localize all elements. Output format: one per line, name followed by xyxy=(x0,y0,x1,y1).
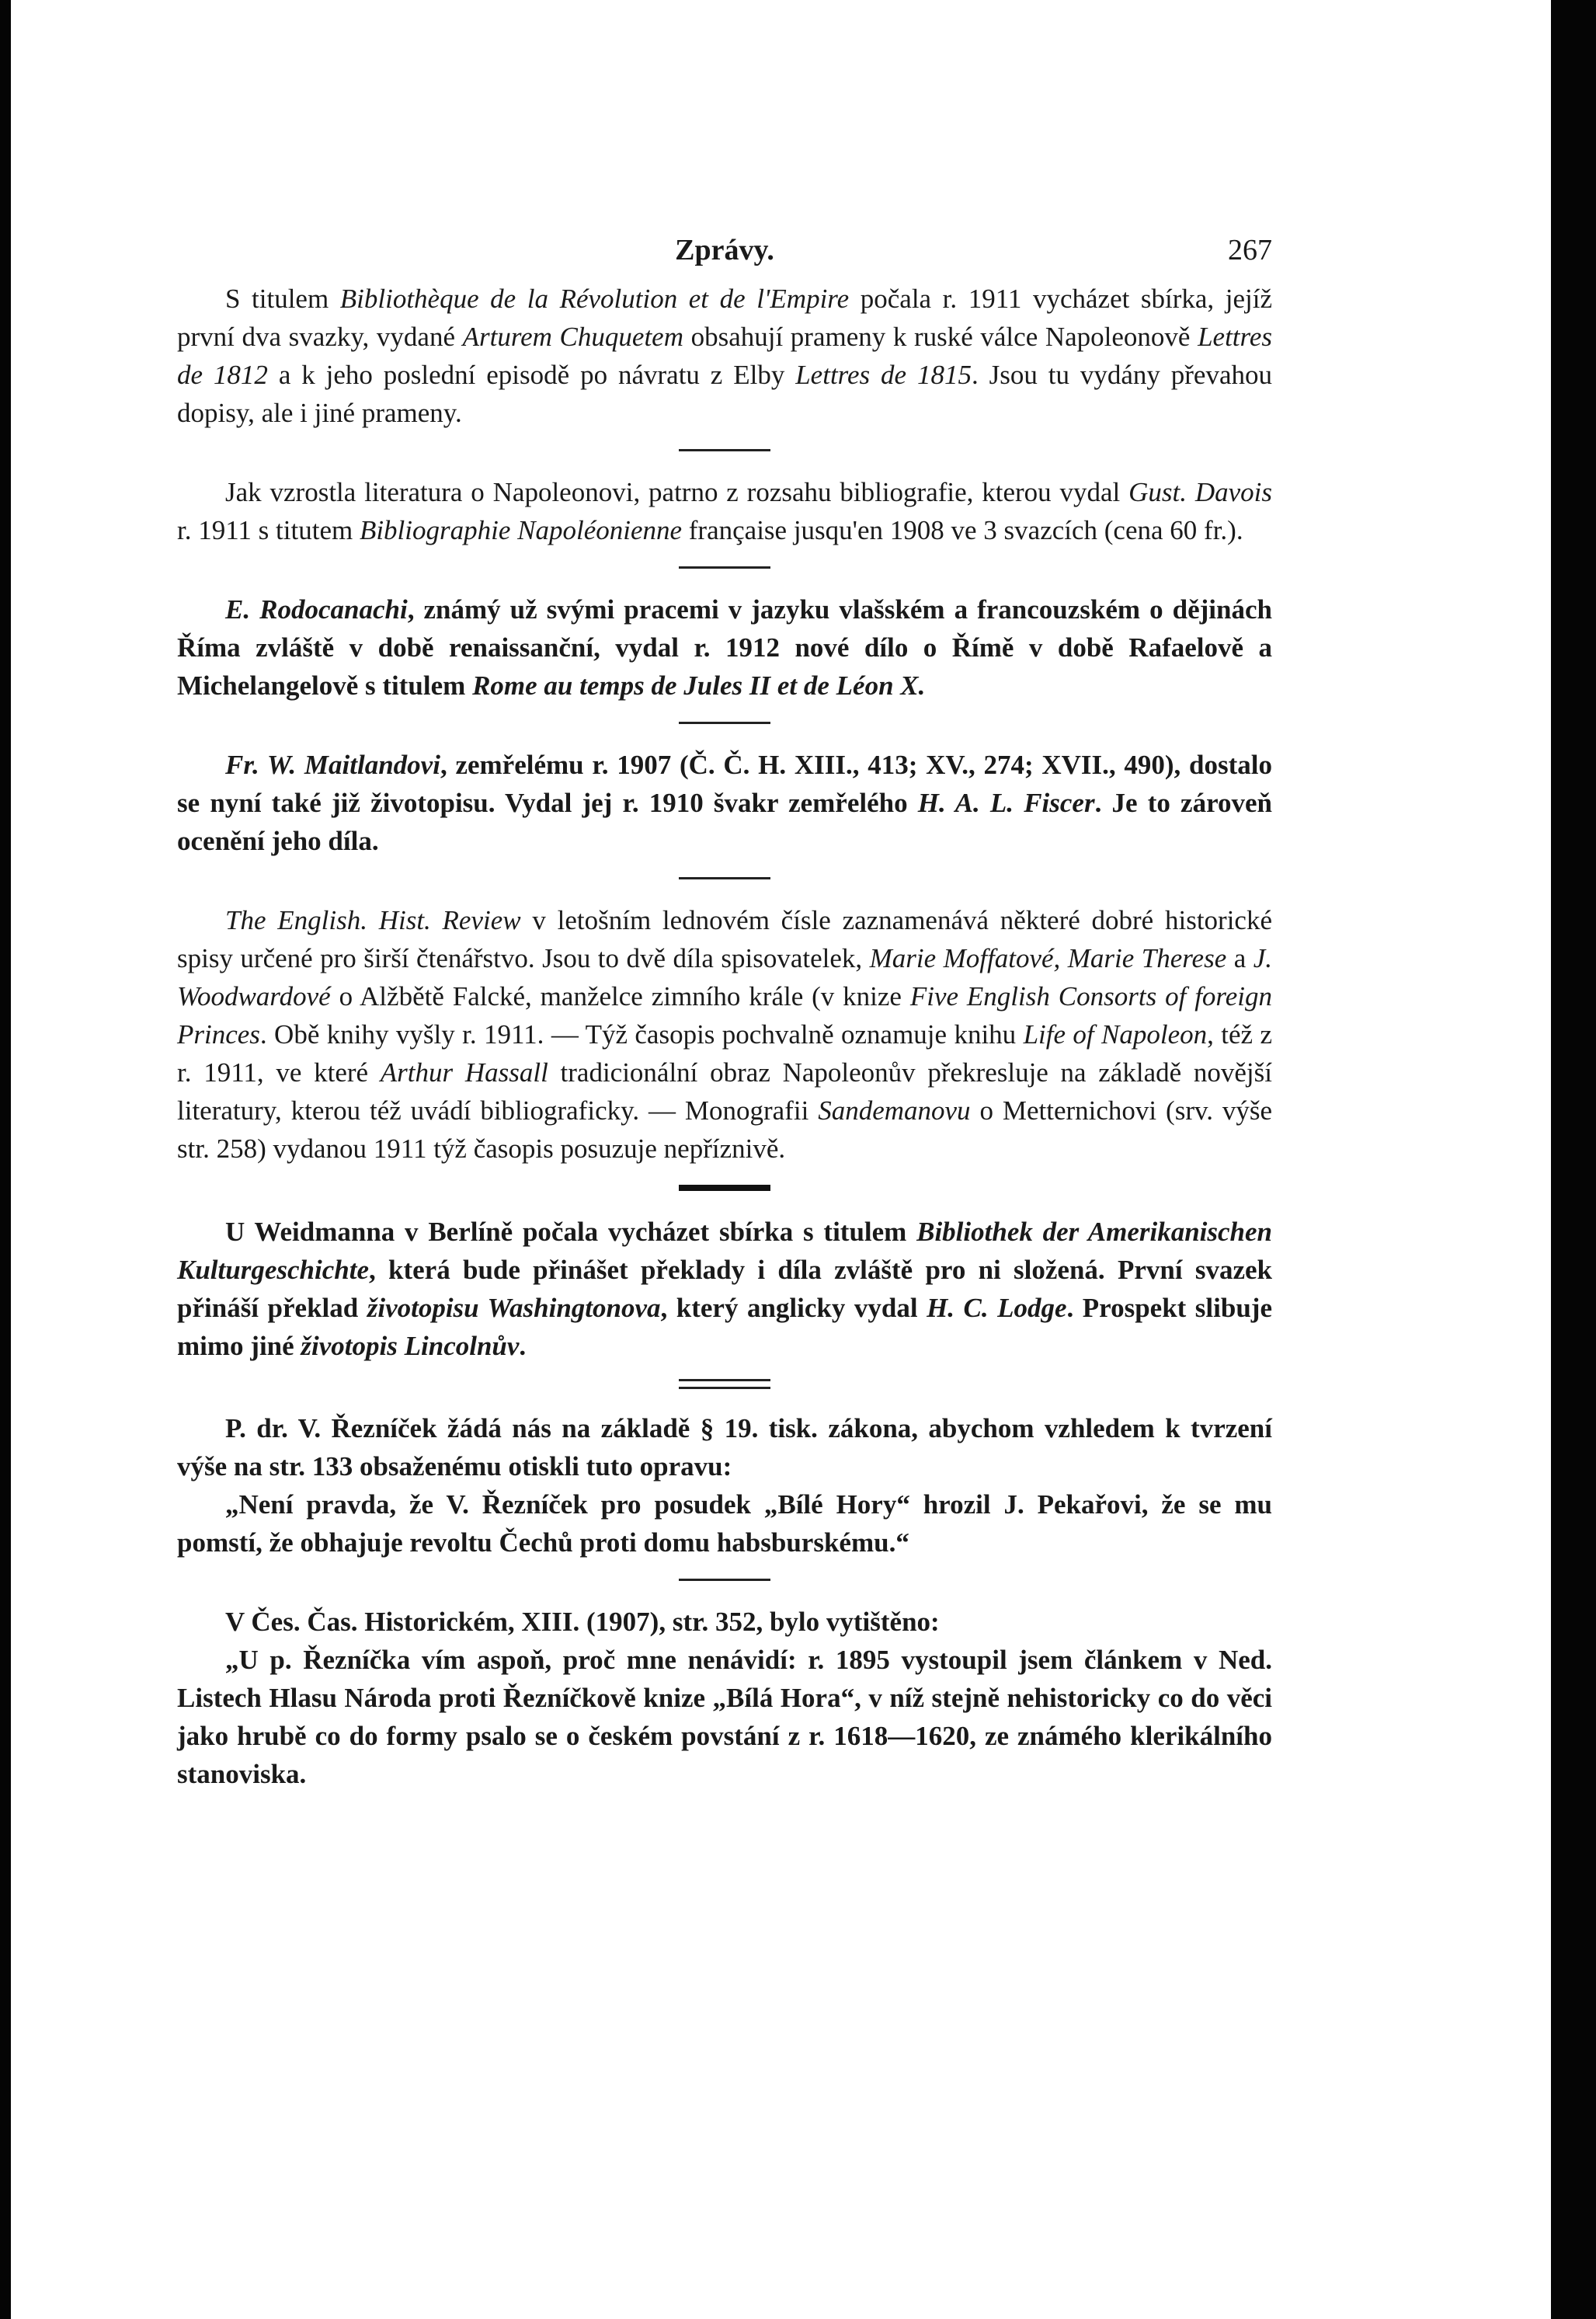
text-run: o Metternichovi (srv. výše str. 258) vydanou 1911 týž časopis posuzuje nepříznivě. xyxy=(177,1095,1273,1164)
italic-text: Arthur Hassall xyxy=(380,1057,548,1088)
article-bibliotheque xyxy=(177,280,1272,432)
italic-text: Bibliographie Napoléonienne xyxy=(359,515,683,545)
quoted-correction: „Není pravda, že V. Řezníček pro posudek „Bílé Hory“ hrozil J. Pekařovi, že se mu pomstí, že obhajuje revoltu Čechů proti domu habsburskému.“ xyxy=(177,1489,1272,1558)
separator-rule xyxy=(679,1579,770,1581)
article-rodocanachi xyxy=(177,590,1272,705)
italic-text: Life of Napoleon xyxy=(1023,1019,1208,1050)
paragraph xyxy=(177,1603,1272,1641)
quoted-text: „U p. Řezníčka vím aspoň, proč mne nenávidí: r. 1895 vystoupil jsem článkem v Ned. Listech Hlasu Národa proti Řezníčkově knize „Bílá Hora“, v níž stejně nehistoricky co do věci jako hrubě co do formy psalo se o českém povstání z r. 1618—1620, ze známého klerikálního stanoviska. xyxy=(177,1645,1272,1789)
italic-text: E. Rodocanachi xyxy=(225,594,408,625)
text-run: o Alžbětě Falcké, manželce zimního krále (v knize xyxy=(330,981,910,1012)
italic-text: The English. Hist. Review xyxy=(225,905,521,935)
text-run: V Čes. Čas. Historickém, XIII. (1907), str. 352, bylo vytištěno: xyxy=(225,1607,940,1637)
paragraph xyxy=(177,280,1272,432)
italic-text: Arturem Chuquetem xyxy=(462,322,683,352)
paragraph xyxy=(177,901,1272,1168)
article-english-review xyxy=(177,901,1272,1168)
text-run: a xyxy=(1226,943,1254,973)
separator-rule xyxy=(679,722,770,724)
scan-edge-left xyxy=(0,0,11,2319)
italic-text: Fr. W. Maitlandovi xyxy=(225,750,440,780)
text-run: . Prospekt slibuje mimo jiné xyxy=(177,1293,1273,1361)
text-run: . Je to zároveň ocenění jeho díla. xyxy=(177,788,1272,856)
text-run: , který anglicky vydal xyxy=(660,1293,927,1323)
italic-text: životopisu Washingtonova xyxy=(367,1293,661,1323)
italic-text: Rome au temps de Jules II et de Léon X. xyxy=(472,670,926,701)
text-run: . xyxy=(519,1331,527,1361)
separator-rule xyxy=(679,877,770,879)
separator-thick-rule xyxy=(679,1185,770,1191)
article-reznicek-correction xyxy=(177,1409,1272,1562)
text-run: , známý už svými pracemi v jazyku vlašském a francouzském o dějinách Říma zvláště v době renaissanční, vydal r. 1912 nové dílo o Římě v době Rafaelově a Michelangelově s titulem xyxy=(177,594,1272,701)
italic-text: Sandemanovu xyxy=(818,1095,971,1126)
italic-text: Five English Consorts of foreign Princes xyxy=(177,981,1272,1050)
text-run: , zemřelému r. 1907 (Č. Č. H. XIII., 413; XV., 274; XVII., 490), dostalo se nyní také již životopisu. Vydal jej r. 1910 švakr zemřelého xyxy=(177,750,1273,818)
text-run: obsahují prameny k ruské válce Napoleonově xyxy=(683,322,1198,352)
text-run: . Jsou tu vydány převahou dopisy, ale i jiné prameny. xyxy=(177,360,1272,428)
text-run: française jusqu'en 1908 ve 3 svazcích (cena 60 fr.). xyxy=(682,515,1243,545)
text-run: počala r. 1911 vycházet sbírka, jejíž první dva svazky, vydané xyxy=(177,284,1272,352)
running-title: Zprávy. xyxy=(675,234,774,266)
text-run: . Obě knihy vyšly r. 1911. — Týž časopis pochvalně oznamuje knihu xyxy=(259,1019,1024,1050)
text-run: U Weidmanna v Berlíně počala vycházet sbírka s titulem xyxy=(225,1217,917,1247)
paragraph xyxy=(177,1213,1272,1365)
separator-double-rule xyxy=(679,1379,770,1389)
text-run: P. dr. V. Řezníček žádá nás na základě § 19. tisk. zákona, abychom vzhledem k tvrzení výše na str. 133 obsaženému otiskli tuto opravu: xyxy=(177,1413,1272,1482)
text-run: , též z r. 1911, ve které xyxy=(177,1019,1272,1088)
article-weidmann xyxy=(177,1213,1272,1365)
italic-text: Marie Moffatové, Marie Therese xyxy=(869,943,1227,973)
italic-text: Lettres de 1812 xyxy=(177,322,1272,390)
text-run: r. 1911 s titutem xyxy=(177,515,360,545)
paragraph xyxy=(177,473,1272,549)
text-run: a k jeho poslední episodě po návratu z Elby xyxy=(267,360,796,390)
text-run: , která bude přinášet překlady i díla zvláště pro ni složená. První svazek přináší překlad xyxy=(177,1255,1272,1323)
text-run: tradicionální obraz Napoleonův překresluje na základě novější literatury, kterou též uvádí bibliograficky. — Monografii xyxy=(177,1057,1272,1126)
separator-rule xyxy=(679,566,770,569)
page xyxy=(177,233,1272,1793)
text-run: Jak vzrostla literatura o Napoleonovi, patrno z rozsahu bibliografie, kterou vydal xyxy=(225,477,1129,507)
italic-text: Gust. Davois xyxy=(1128,477,1272,507)
text-run: v letošním lednovém čísle zaznamenává některé dobré historické spisy určené pro širší čtenářstvo. Jsou to dvě díla spisovatelek, xyxy=(177,905,1272,973)
italic-text: Lettres de 1815 xyxy=(795,360,972,390)
article-maitland xyxy=(177,746,1272,860)
scan-edge-right xyxy=(1551,0,1596,2319)
separator-rule xyxy=(679,449,770,451)
italic-text: životopis Lincolnův xyxy=(301,1331,520,1361)
text-run: S titulem xyxy=(225,284,340,314)
paragraph xyxy=(177,590,1272,705)
article-cch-quote xyxy=(177,1603,1272,1793)
italic-text: J. Woodwardové xyxy=(177,943,1272,1012)
page-header xyxy=(177,233,1272,280)
paragraph xyxy=(177,746,1272,860)
italic-text: H. A. L. Fiscer xyxy=(917,788,1095,818)
paragraph xyxy=(177,1409,1272,1485)
page-number: 267 xyxy=(1228,234,1272,266)
article-bibliographie xyxy=(177,473,1272,549)
italic-text: Bibliothèque de la Révolution et de l'Empire xyxy=(339,284,850,314)
italic-text: H. C. Lodge xyxy=(927,1293,1067,1323)
italic-text: Bibliothek der Amerikanischen Kulturgeschichte xyxy=(177,1217,1273,1285)
